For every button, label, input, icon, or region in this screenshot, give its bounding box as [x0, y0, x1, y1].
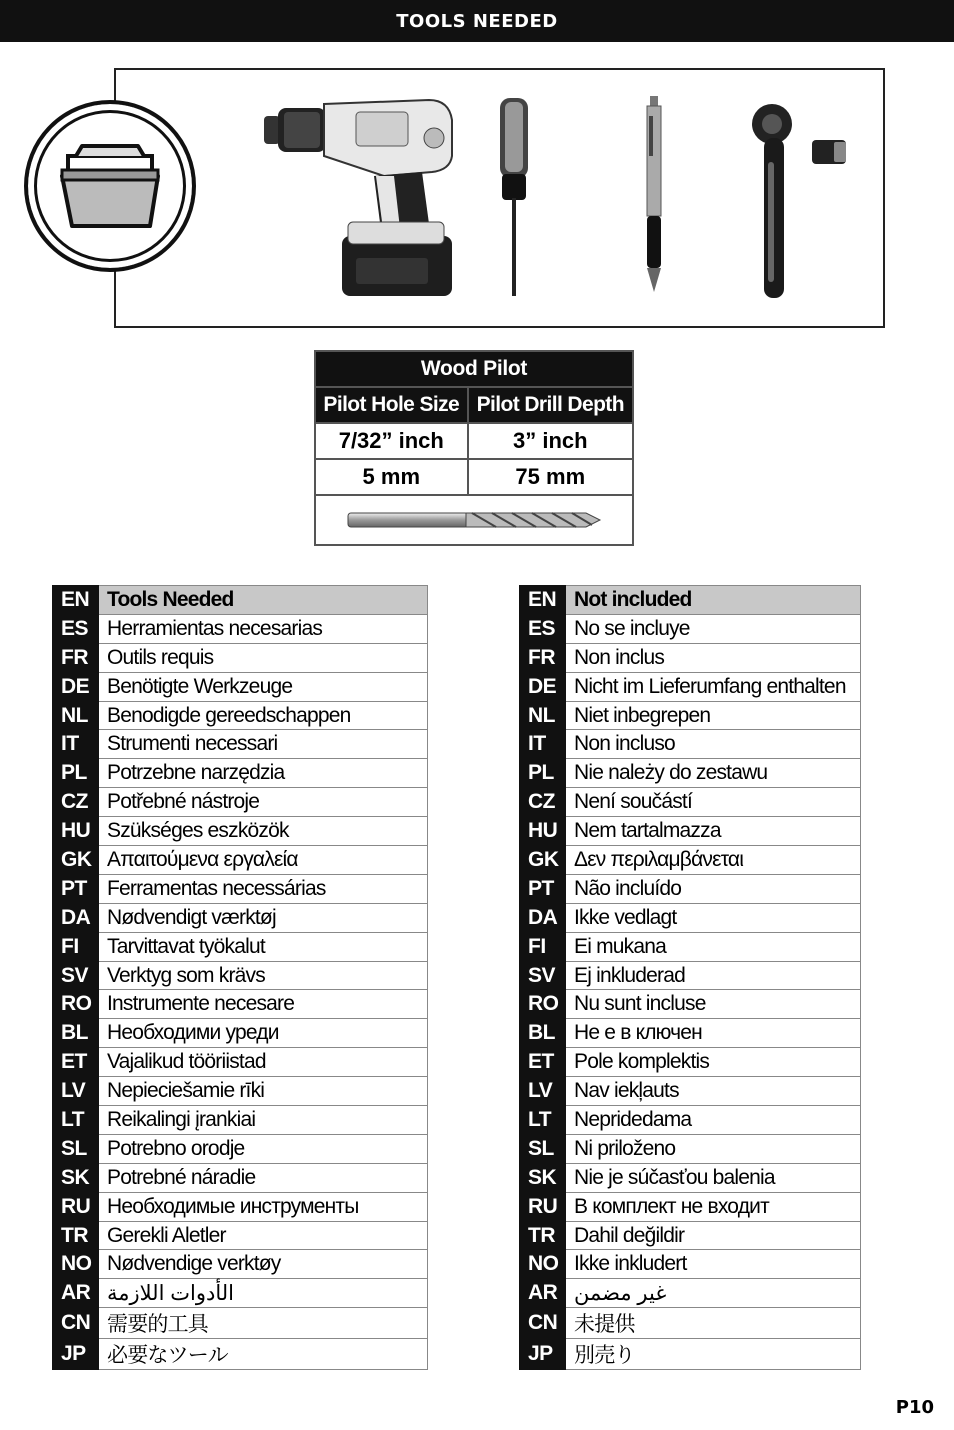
language-code: SL: [53, 1134, 99, 1163]
language-code: DA: [53, 903, 99, 932]
table-row: [520, 1192, 861, 1221]
table-row: [53, 759, 428, 788]
table-row: [53, 1279, 428, 1308]
wood-pilot-title: Wood Pilot: [315, 351, 633, 387]
table-row: [53, 1250, 428, 1279]
table-row: [520, 672, 861, 701]
language-code: LV: [520, 1077, 566, 1106]
table-row: [53, 1339, 428, 1370]
language-code: LT: [53, 1106, 99, 1135]
language-code: FI: [53, 932, 99, 961]
language-code: SL: [520, 1134, 566, 1163]
not-included-table: [519, 585, 861, 1370]
table-row: [520, 614, 861, 643]
language-code: JP: [520, 1339, 566, 1370]
language-code: SK: [520, 1163, 566, 1192]
pilot-drill-depth-value: 3” inch: [468, 423, 633, 459]
table-row: [520, 874, 861, 903]
table-row: [520, 1134, 861, 1163]
language-code: NL: [520, 701, 566, 730]
pilot-hole-size-value: 7/32” inch: [315, 423, 468, 459]
toolbox-badge: [24, 100, 196, 272]
not-included-label: В комплект не входит: [566, 1192, 861, 1221]
tools-needed-label: Herramientas necesarias: [99, 614, 428, 643]
table-row: [53, 643, 428, 672]
language-code: JP: [53, 1339, 99, 1370]
tools-needed-table: [52, 585, 428, 1370]
language-code: SK: [53, 1163, 99, 1192]
tools-needed-label: Необходимые инструменты: [99, 1192, 428, 1221]
language-code: CN: [520, 1308, 566, 1339]
language-code: NO: [53, 1250, 99, 1279]
language-code: ET: [53, 1048, 99, 1077]
table-row: [53, 932, 428, 961]
table-row: [53, 846, 428, 875]
language-code: FR: [53, 643, 99, 672]
cordless-drill-icon: [264, 96, 464, 302]
table-row: [53, 730, 428, 759]
page-header-title: TOOLS NEEDED: [396, 10, 558, 32]
table-row: [520, 586, 861, 615]
table-row: [315, 423, 633, 459]
table-row: [53, 1048, 428, 1077]
language-code: TR: [520, 1221, 566, 1250]
table-row: [520, 730, 861, 759]
not-included-label: غير مضمن: [566, 1279, 861, 1308]
table-row: [520, 759, 861, 788]
language-code: HU: [520, 817, 566, 846]
table-row: [53, 1019, 428, 1048]
tools-needed-label: Verktyg som krävs: [99, 961, 428, 990]
language-code: RU: [520, 1192, 566, 1221]
tools-needed-label: Reikalingi įrankiai: [99, 1106, 428, 1135]
not-included-label: Ikke vedlagt: [566, 903, 861, 932]
not-included-label: Nie je súčasťou balenia: [566, 1163, 861, 1192]
table-row: [53, 586, 428, 615]
table-row: [520, 990, 861, 1019]
language-code: TR: [53, 1221, 99, 1250]
table-row: [520, 1221, 861, 1250]
not-included-label: Pole komplektis: [566, 1048, 861, 1077]
not-included-label: Ni priloženo: [566, 1134, 861, 1163]
socket-wrench-icon: [748, 102, 852, 308]
tools-needed-label: Potrebno orodje: [99, 1134, 428, 1163]
not-included-label: Niet inbegrepen: [566, 701, 861, 730]
not-included-label: Dahil değildir: [566, 1221, 861, 1250]
language-code: LV: [53, 1077, 99, 1106]
not-included-label: Není součástí: [566, 788, 861, 817]
table-row: [520, 1339, 861, 1370]
pilot-hole-size-header: Pilot Hole Size: [315, 387, 468, 423]
language-code: CZ: [520, 788, 566, 817]
not-included-label: Non incluso: [566, 730, 861, 759]
table-row: [520, 1308, 861, 1339]
language-code: RO: [53, 990, 99, 1019]
table-row: [520, 903, 861, 932]
tools-needed-label: Tools Needed: [99, 586, 428, 615]
page-number: P10: [895, 1397, 934, 1418]
tools-needed-label: Tarvittavat työkalut: [99, 932, 428, 961]
language-code: AR: [53, 1279, 99, 1308]
language-code: PT: [53, 874, 99, 903]
not-included-label: Δεν περιλαμβάνεται: [566, 846, 861, 875]
table-row: [520, 961, 861, 990]
not-included-label: Nepridedama: [566, 1106, 861, 1135]
language-code: ES: [53, 614, 99, 643]
tools-needed-label: Vajalikud tööriistad: [99, 1048, 428, 1077]
language-code: RU: [53, 1192, 99, 1221]
toolbox-icon: [28, 104, 192, 268]
language-code: PL: [520, 759, 566, 788]
not-included-label: 未提供: [566, 1308, 861, 1339]
language-code: GK: [53, 846, 99, 875]
language-code: IT: [53, 730, 99, 759]
tools-illustration-frame: [114, 68, 885, 328]
not-included-label: Nav iekļauts: [566, 1077, 861, 1106]
language-code: PT: [520, 874, 566, 903]
tools-needed-label: Απαιτούμενα εργαλεία: [99, 846, 428, 875]
table-row: [53, 1134, 428, 1163]
not-included-label: Не е в ключен: [566, 1019, 861, 1048]
tools-needed-label: Potřebné nástroje: [99, 788, 428, 817]
tools-needed-label: Nødvendigt værktøj: [99, 903, 428, 932]
table-row: [53, 1192, 428, 1221]
not-included-label: Nu sunt incluse: [566, 990, 861, 1019]
table-row: [53, 1163, 428, 1192]
language-code: NL: [53, 701, 99, 730]
table-row: [53, 817, 428, 846]
not-included-label: Ikke inkludert: [566, 1250, 861, 1279]
language-code: RO: [520, 990, 566, 1019]
not-included-label: 別売り: [566, 1339, 861, 1370]
language-code: CN: [53, 1308, 99, 1339]
language-code: SV: [520, 961, 566, 990]
language-code: DE: [520, 672, 566, 701]
tools-needed-label: Benötigte Werkzeuge: [99, 672, 428, 701]
tools-needed-label: 需要的工具: [99, 1308, 428, 1339]
language-code: EN: [53, 586, 99, 615]
language-code: GK: [520, 846, 566, 875]
pilot-hole-size-value: 5 mm: [315, 459, 468, 495]
table-row: [53, 701, 428, 730]
table-row: [53, 1221, 428, 1250]
language-code: HU: [53, 817, 99, 846]
language-code: FR: [520, 643, 566, 672]
tools-needed-label: Benodigde gereedschappen: [99, 701, 428, 730]
language-code: ES: [520, 614, 566, 643]
table-row: [520, 1019, 861, 1048]
tools-needed-label: Gerekli Aletler: [99, 1221, 428, 1250]
tools-needed-label: Nødvendige verktøy: [99, 1250, 428, 1279]
language-code: SV: [53, 961, 99, 990]
table-row: [53, 874, 428, 903]
tools-needed-label: الأدوات اللازمة: [99, 1279, 428, 1308]
not-included-label: Não incluído: [566, 874, 861, 903]
table-row: [520, 817, 861, 846]
table-row: [53, 1308, 428, 1339]
language-code: AR: [520, 1279, 566, 1308]
table-row: [53, 672, 428, 701]
pencil-icon: [644, 96, 664, 296]
language-code: DA: [520, 903, 566, 932]
not-included-label: Non inclus: [566, 643, 861, 672]
language-code: FI: [520, 932, 566, 961]
page-header: [0, 0, 954, 42]
table-row: [520, 846, 861, 875]
not-included-label: Ej inkluderad: [566, 961, 861, 990]
table-row: [53, 990, 428, 1019]
tools-needed-label: Potrebné náradie: [99, 1163, 428, 1192]
language-code: BL: [520, 1019, 566, 1048]
drill-bit-cell: [315, 495, 633, 545]
tools-needed-label: Ferramentas necessárias: [99, 874, 428, 903]
not-included-label: Nem tartalmazza: [566, 817, 861, 846]
language-code: EN: [520, 586, 566, 615]
table-row: [520, 701, 861, 730]
tools-needed-label: Instrumente necesare: [99, 990, 428, 1019]
tools-needed-label: Szükséges eszközök: [99, 817, 428, 846]
language-code: CZ: [53, 788, 99, 817]
table-row: [53, 1106, 428, 1135]
language-code: ET: [520, 1048, 566, 1077]
table-row: [53, 903, 428, 932]
screwdriver-icon: [496, 98, 532, 298]
table-row: [520, 1077, 861, 1106]
table-row: [520, 1163, 861, 1192]
tools-needed-label: Outils requis: [99, 643, 428, 672]
tools-needed-label: Potrzebne narzędzia: [99, 759, 428, 788]
not-included-label: Not included: [566, 586, 861, 615]
drill-bit-icon: [346, 507, 602, 533]
table-row: [53, 961, 428, 990]
not-included-label: No se incluye: [566, 614, 861, 643]
pilot-drill-depth-header: Pilot Drill Depth: [468, 387, 633, 423]
table-row: [520, 643, 861, 672]
table-row: [520, 1279, 861, 1308]
table-row: [53, 1077, 428, 1106]
not-included-label: Nicht im Lieferumfang enthalten: [566, 672, 861, 701]
not-included-label: Ei mukana: [566, 932, 861, 961]
pilot-drill-depth-value: 75 mm: [468, 459, 633, 495]
language-code: NO: [520, 1250, 566, 1279]
language-code: LT: [520, 1106, 566, 1135]
table-row: [520, 1106, 861, 1135]
table-row: [53, 788, 428, 817]
not-included-label: Nie należy do zestawu: [566, 759, 861, 788]
tools-needed-label: Strumenti necessari: [99, 730, 428, 759]
language-code: PL: [53, 759, 99, 788]
table-row: [520, 788, 861, 817]
wood-pilot-table: [314, 350, 634, 546]
table-row: [520, 1048, 861, 1077]
language-code: BL: [53, 1019, 99, 1048]
table-row: [53, 614, 428, 643]
language-code: IT: [520, 730, 566, 759]
table-row: [315, 459, 633, 495]
table-row: [520, 1250, 861, 1279]
table-row: [520, 932, 861, 961]
tools-needed-label: Nepieciešamie rīki: [99, 1077, 428, 1106]
tools-needed-label: 必要なツール: [99, 1339, 428, 1370]
language-code: DE: [53, 672, 99, 701]
tools-needed-label: Необходими уреди: [99, 1019, 428, 1048]
